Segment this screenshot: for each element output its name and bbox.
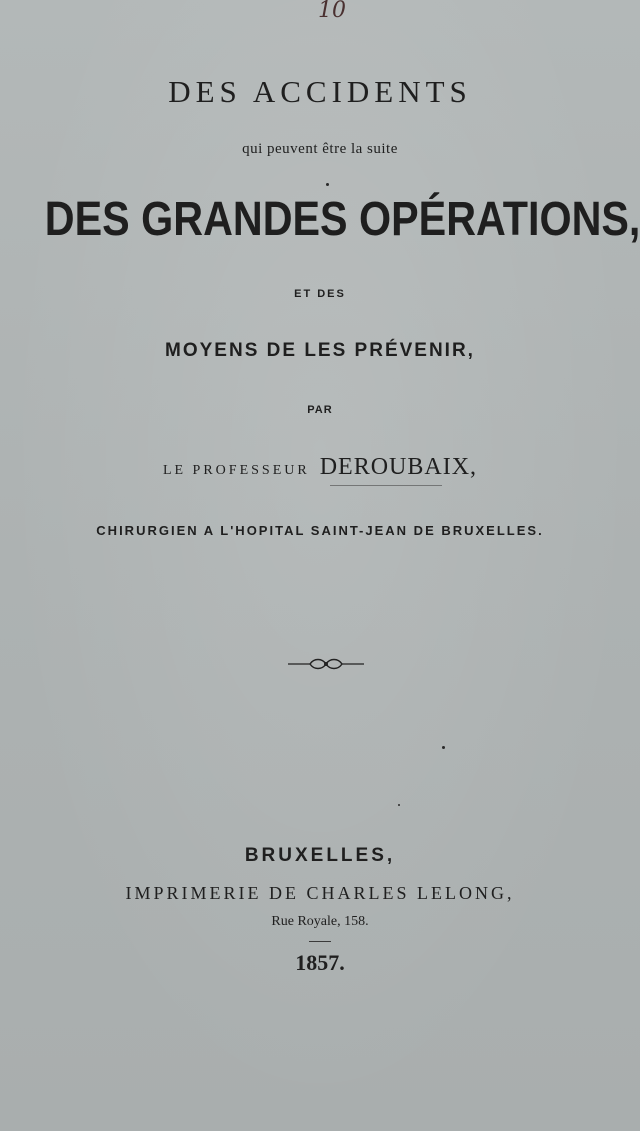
by-line: PAR xyxy=(307,404,333,416)
author-prefix: LE PROFESSEUR xyxy=(162,463,310,478)
author-underline xyxy=(330,485,442,486)
imprint-city: BRUXELLES, xyxy=(244,845,396,866)
imprint-divider xyxy=(309,941,331,942)
imprint-address: Rue Royale, 158. xyxy=(271,914,369,929)
title-line-accidents: DES ACCIDENTS xyxy=(168,74,472,109)
ink-speck xyxy=(326,183,329,186)
author-line xyxy=(0,454,640,481)
printer-ornament-icon xyxy=(0,654,640,674)
author-name: DEROUBAIX, xyxy=(319,454,478,480)
subtitle-line: qui peuvent être la suite xyxy=(242,141,398,157)
author-role-line: CHIRURGIEN A L'HOPITAL SAINT-JEAN DE BRUXELLES. xyxy=(96,523,544,538)
title-line-prevention: MOYENS DE LES PRÉVENIR, xyxy=(165,340,475,361)
conjunction-line: ET DES xyxy=(294,288,346,300)
imprint-printer: IMPRIMERIE DE CHARLES LELONG, xyxy=(125,883,515,903)
ink-speck xyxy=(442,746,445,749)
imprint-year: 1857. xyxy=(295,950,345,975)
ink-speck xyxy=(398,804,400,806)
title-line-operations: DES GRANDES OPÉRATIONS, xyxy=(44,193,640,246)
handwritten-page-mark: 10 xyxy=(318,0,346,23)
